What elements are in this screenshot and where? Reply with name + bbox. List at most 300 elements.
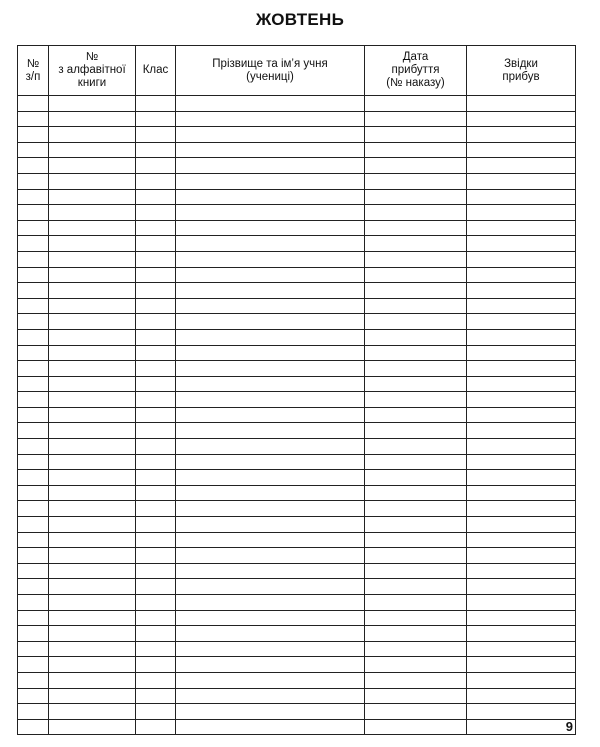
table-cell-col-alpha-book[interactable] — [49, 548, 136, 564]
table-cell-col-student-name[interactable] — [176, 548, 365, 564]
table-cell-col-arrival-date[interactable] — [365, 641, 467, 657]
table-cell-col-arrival-date[interactable] — [365, 423, 467, 439]
table-cell-col-arrival-date[interactable] — [365, 672, 467, 688]
table-cell-col-arrived-from[interactable] — [467, 672, 576, 688]
table-cell-col-number[interactable] — [18, 173, 49, 189]
table-cell-col-arrival-date[interactable] — [365, 220, 467, 236]
table-cell-col-class[interactable] — [136, 532, 176, 548]
table-cell-col-student-name[interactable] — [176, 314, 365, 330]
table-cell-col-student-name[interactable] — [176, 173, 365, 189]
table-cell-col-alpha-book[interactable] — [49, 283, 136, 299]
table-cell-col-arrived-from[interactable] — [467, 283, 576, 299]
header-arrived-from-line-1: Звідки — [504, 57, 538, 70]
table-row — [18, 501, 576, 517]
table-cell-col-arrival-date[interactable] — [365, 189, 467, 205]
table-cell-col-arrival-date[interactable] — [365, 251, 467, 267]
table-cell-col-arrived-from[interactable] — [467, 376, 576, 392]
table-cell-col-class[interactable] — [136, 111, 176, 127]
table-cell-col-arrived-from[interactable] — [467, 251, 576, 267]
table-cell-col-arrived-from[interactable] — [467, 236, 576, 252]
table-cell-col-class[interactable] — [136, 485, 176, 501]
table-cell-col-class[interactable] — [136, 127, 176, 143]
table-cell-col-arrival-date[interactable] — [365, 298, 467, 314]
table-cell-col-arrived-from[interactable] — [467, 267, 576, 283]
table-row — [18, 579, 576, 595]
table-row — [18, 439, 576, 455]
table-cell-col-arrived-from[interactable] — [467, 142, 576, 158]
table-cell-col-number[interactable] — [18, 283, 49, 299]
table-cell-col-arrived-from[interactable] — [467, 173, 576, 189]
table-cell-col-arrival-date[interactable] — [365, 579, 467, 595]
table-cell-col-number[interactable] — [18, 439, 49, 455]
table-cell-col-class[interactable] — [136, 205, 176, 221]
table-cell-col-alpha-book[interactable] — [49, 361, 136, 377]
table-cell-col-alpha-book[interactable] — [49, 672, 136, 688]
table-cell-col-arrival-date[interactable] — [365, 704, 467, 720]
table-cell-col-number[interactable] — [18, 719, 49, 735]
table-cell-col-alpha-book[interactable] — [49, 704, 136, 720]
table-cell-col-arrived-from[interactable] — [467, 407, 576, 423]
table-cell-col-arrived-from[interactable] — [467, 485, 576, 501]
table-cell-col-arrived-from[interactable] — [467, 96, 576, 112]
table-cell-col-arrival-date[interactable] — [365, 96, 467, 112]
table-cell-col-arrived-from[interactable] — [467, 610, 576, 626]
table-cell-col-number[interactable] — [18, 267, 49, 283]
table-row — [18, 407, 576, 423]
table-row — [18, 127, 576, 143]
header-student-name-line-2: (учениці) — [246, 70, 294, 83]
table-cell-col-class[interactable] — [136, 267, 176, 283]
table-cell-col-alpha-book[interactable] — [49, 173, 136, 189]
table-cell-col-alpha-book[interactable] — [49, 220, 136, 236]
table-cell-col-number[interactable] — [18, 688, 49, 704]
table-cell-col-student-name[interactable] — [176, 423, 365, 439]
table-cell-col-arrived-from[interactable] — [467, 329, 576, 345]
table-cell-col-arrived-from[interactable] — [467, 423, 576, 439]
table-cell-col-alpha-book[interactable] — [49, 719, 136, 735]
table-cell-col-number[interactable] — [18, 470, 49, 486]
header-alpha-book — [49, 46, 136, 96]
table-cell-col-arrival-date[interactable] — [365, 719, 467, 735]
header-alpha-book-line-1: № — [85, 51, 99, 63]
table-cell-col-alpha-book[interactable] — [49, 142, 136, 158]
table-row — [18, 142, 576, 158]
header-arrival-date-line-2: прибуття — [391, 64, 440, 76]
table-cell-col-arrival-date[interactable] — [365, 439, 467, 455]
table-cell-col-alpha-book[interactable] — [49, 454, 136, 470]
table-cell-col-number[interactable] — [18, 345, 49, 361]
table-cell-col-number[interactable] — [18, 563, 49, 579]
table-cell-col-arrival-date[interactable] — [365, 376, 467, 392]
table-cell-col-alpha-book[interactable] — [49, 532, 136, 548]
table-cell-col-number[interactable] — [18, 610, 49, 626]
table-cell-col-alpha-book[interactable] — [49, 267, 136, 283]
table-cell-col-alpha-book[interactable] — [49, 111, 136, 127]
table-cell-col-student-name[interactable] — [176, 158, 365, 174]
table-row — [18, 220, 576, 236]
table-cell-col-arrival-date[interactable] — [365, 470, 467, 486]
header-alpha-book-line-3: книги — [77, 77, 107, 89]
table-cell-col-number[interactable] — [18, 595, 49, 611]
table-cell-col-class[interactable] — [136, 501, 176, 517]
table-cell-col-arrival-date[interactable] — [365, 563, 467, 579]
table-cell-col-number[interactable] — [18, 298, 49, 314]
table-cell-col-arrival-date[interactable] — [365, 267, 467, 283]
table-cell-col-arrived-from[interactable] — [467, 111, 576, 127]
table-cell-col-student-name[interactable] — [176, 579, 365, 595]
table-cell-col-arrival-date[interactable] — [365, 626, 467, 642]
table-cell-col-student-name[interactable] — [176, 719, 365, 735]
header-number-line-2: з/п — [25, 70, 41, 83]
table-cell-col-student-name[interactable] — [176, 111, 365, 127]
table-cell-col-alpha-book[interactable] — [49, 517, 136, 533]
table-cell-col-number[interactable] — [18, 392, 49, 408]
table-body — [18, 96, 576, 735]
table-cell-col-class[interactable] — [136, 283, 176, 299]
table-cell-col-arrival-date[interactable] — [365, 205, 467, 221]
table-cell-col-alpha-book[interactable] — [49, 298, 136, 314]
table-cell-col-arrival-date[interactable] — [365, 158, 467, 174]
table-cell-col-class[interactable] — [136, 345, 176, 361]
table-cell-col-arrived-from[interactable] — [467, 345, 576, 361]
table-cell-col-class[interactable] — [136, 439, 176, 455]
table-cell-col-number[interactable] — [18, 189, 49, 205]
page-title: ЖОВТЕНЬ — [255, 10, 345, 29]
table-cell-col-class[interactable] — [136, 251, 176, 267]
table-cell-col-arrived-from[interactable] — [467, 704, 576, 720]
table-row — [18, 376, 576, 392]
table-cell-col-student-name[interactable] — [176, 626, 365, 642]
table-row — [18, 236, 576, 252]
table-cell-col-arrived-from[interactable] — [467, 361, 576, 377]
table-row — [18, 563, 576, 579]
table-cell-col-alpha-book[interactable] — [49, 470, 136, 486]
table-cell-col-alpha-book[interactable] — [49, 610, 136, 626]
table-cell-col-student-name[interactable] — [176, 407, 365, 423]
table-cell-col-class[interactable] — [136, 595, 176, 611]
table-cell-col-alpha-book[interactable] — [49, 345, 136, 361]
table-cell-col-number[interactable] — [18, 220, 49, 236]
table-cell-col-alpha-book[interactable] — [49, 688, 136, 704]
table-cell-col-alpha-book[interactable] — [49, 96, 136, 112]
table-cell-col-student-name[interactable] — [176, 439, 365, 455]
header-arrival-date — [365, 46, 467, 96]
table-cell-col-class[interactable] — [136, 641, 176, 657]
table-cell-col-student-name[interactable] — [176, 236, 365, 252]
table-cell-col-number[interactable] — [18, 454, 49, 470]
table-cell-col-class[interactable] — [136, 314, 176, 330]
table-row — [18, 626, 576, 642]
table-cell-col-student-name[interactable] — [176, 329, 365, 345]
table-cell-col-arrived-from[interactable] — [467, 719, 576, 735]
table-row — [18, 111, 576, 127]
table-cell-col-alpha-book[interactable] — [49, 376, 136, 392]
table-cell-col-class[interactable] — [136, 220, 176, 236]
table-cell-col-arrived-from[interactable] — [467, 641, 576, 657]
table-cell-col-student-name[interactable] — [176, 688, 365, 704]
table-cell-col-arrived-from[interactable] — [467, 563, 576, 579]
table-cell-col-arrival-date[interactable] — [365, 595, 467, 611]
table-row — [18, 719, 576, 735]
table-cell-col-number[interactable] — [18, 314, 49, 330]
table-cell-col-arrival-date[interactable] — [365, 548, 467, 564]
table-cell-col-student-name[interactable] — [176, 672, 365, 688]
table-row — [18, 173, 576, 189]
table-cell-col-arrived-from[interactable] — [467, 595, 576, 611]
table-cell-col-arrived-from[interactable] — [467, 501, 576, 517]
table-cell-col-arrival-date[interactable] — [365, 454, 467, 470]
table-cell-col-arrived-from[interactable] — [467, 548, 576, 564]
table-cell-col-number[interactable] — [18, 485, 49, 501]
table-cell-col-number[interactable] — [18, 672, 49, 688]
table-cell-col-alpha-book[interactable] — [49, 579, 136, 595]
table-cell-col-student-name[interactable] — [176, 485, 365, 501]
table-cell-col-arrived-from[interactable] — [467, 314, 576, 330]
table-cell-col-arrival-date[interactable] — [365, 127, 467, 143]
table-cell-col-student-name[interactable] — [176, 345, 365, 361]
table-cell-col-class[interactable] — [136, 361, 176, 377]
table-cell-col-arrival-date[interactable] — [365, 532, 467, 548]
table-cell-col-arrival-date[interactable] — [365, 173, 467, 189]
table-cell-col-number[interactable] — [18, 657, 49, 673]
table-row — [18, 548, 576, 564]
table-cell-col-arrival-date[interactable] — [365, 657, 467, 673]
table-row — [18, 423, 576, 439]
table-cell-col-class[interactable] — [136, 672, 176, 688]
table-cell-col-class[interactable] — [136, 470, 176, 486]
table-cell-col-class[interactable] — [136, 688, 176, 704]
table-row — [18, 298, 576, 314]
table-cell-col-arrived-from[interactable] — [467, 626, 576, 642]
table-cell-col-alpha-book[interactable] — [49, 439, 136, 455]
table-cell-col-arrived-from[interactable] — [467, 189, 576, 205]
table-cell-col-alpha-book[interactable] — [49, 189, 136, 205]
table-cell-col-number[interactable] — [18, 158, 49, 174]
table-cell-col-class[interactable] — [136, 329, 176, 345]
table-row — [18, 657, 576, 673]
table-cell-col-alpha-book[interactable] — [49, 127, 136, 143]
table-cell-col-class[interactable] — [136, 548, 176, 564]
table-cell-col-arrived-from[interactable] — [467, 579, 576, 595]
table-cell-col-arrival-date[interactable] — [365, 345, 467, 361]
table-row — [18, 314, 576, 330]
table-cell-col-arrival-date[interactable] — [365, 688, 467, 704]
table-cell-col-number[interactable] — [18, 407, 49, 423]
table-cell-col-arrival-date[interactable] — [365, 407, 467, 423]
table-cell-col-arrival-date[interactable] — [365, 236, 467, 252]
table-cell-col-arrived-from[interactable] — [467, 298, 576, 314]
table-cell-col-class[interactable] — [136, 189, 176, 205]
table-cell-col-class[interactable] — [136, 158, 176, 174]
table-cell-col-number[interactable] — [18, 329, 49, 345]
table-cell-col-arrived-from[interactable] — [467, 532, 576, 548]
table-cell-col-student-name[interactable] — [176, 470, 365, 486]
table-cell-col-alpha-book[interactable] — [49, 205, 136, 221]
header-arrival-date-line-1: Дата — [402, 51, 429, 63]
table-cell-col-student-name[interactable] — [176, 189, 365, 205]
table-cell-col-number[interactable] — [18, 548, 49, 564]
table-row — [18, 641, 576, 657]
page-number: 9 — [565, 719, 573, 734]
table-cell-col-arrived-from[interactable] — [467, 439, 576, 455]
table-cell-col-student-name[interactable] — [176, 704, 365, 720]
table-cell-col-number[interactable] — [18, 111, 49, 127]
table-cell-col-student-name[interactable] — [176, 127, 365, 143]
table-cell-col-number[interactable] — [18, 376, 49, 392]
header-number — [18, 46, 49, 96]
table-cell-col-number[interactable] — [18, 205, 49, 221]
table-cell-col-number[interactable] — [18, 501, 49, 517]
table-header-row — [18, 46, 576, 96]
table-cell-col-student-name[interactable] — [176, 267, 365, 283]
table-cell-col-class[interactable] — [136, 96, 176, 112]
table-cell-col-arrived-from[interactable] — [467, 454, 576, 470]
table-cell-col-arrival-date[interactable] — [365, 610, 467, 626]
table-cell-col-class[interactable] — [136, 142, 176, 158]
table-row — [18, 205, 576, 221]
table-cell-col-class[interactable] — [136, 173, 176, 189]
table-cell-col-arrived-from[interactable] — [467, 657, 576, 673]
table-cell-col-arrival-date[interactable] — [365, 329, 467, 345]
table-cell-col-class[interactable] — [136, 236, 176, 252]
table-cell-col-arrived-from[interactable] — [467, 517, 576, 533]
table-cell-col-alpha-book[interactable] — [49, 329, 136, 345]
table-cell-col-class[interactable] — [136, 454, 176, 470]
table-cell-col-arrived-from[interactable] — [467, 392, 576, 408]
table-cell-col-arrived-from[interactable] — [467, 470, 576, 486]
table-cell-col-student-name[interactable] — [176, 454, 365, 470]
table-cell-col-student-name[interactable] — [176, 220, 365, 236]
table-cell-col-alpha-book[interactable] — [49, 407, 136, 423]
table-cell-col-alpha-book[interactable] — [49, 626, 136, 642]
table-row — [18, 485, 576, 501]
table-cell-col-class[interactable] — [136, 719, 176, 735]
table-cell-col-number[interactable] — [18, 423, 49, 439]
table-cell-col-number[interactable] — [18, 579, 49, 595]
table-cell-col-arrival-date[interactable] — [365, 361, 467, 377]
table-row — [18, 251, 576, 267]
table-cell-col-alpha-book[interactable] — [49, 641, 136, 657]
table-cell-col-alpha-book[interactable] — [49, 423, 136, 439]
table-cell-col-student-name[interactable] — [176, 205, 365, 221]
table-cell-col-arrived-from[interactable] — [467, 205, 576, 221]
table-cell-col-alpha-book[interactable] — [49, 236, 136, 252]
table-cell-col-class[interactable] — [136, 298, 176, 314]
table-cell-col-student-name[interactable] — [176, 142, 365, 158]
table-cell-col-alpha-book[interactable] — [49, 158, 136, 174]
table-row — [18, 470, 576, 486]
table-row — [18, 454, 576, 470]
table-cell-col-arrival-date[interactable] — [365, 314, 467, 330]
table-row — [18, 96, 576, 112]
table-cell-col-class[interactable] — [136, 392, 176, 408]
table-cell-col-number[interactable] — [18, 517, 49, 533]
table-cell-col-number[interactable] — [18, 361, 49, 377]
table-cell-col-number[interactable] — [18, 532, 49, 548]
table-cell-col-number[interactable] — [18, 142, 49, 158]
table-cell-col-arrival-date[interactable] — [365, 142, 467, 158]
table-cell-col-student-name[interactable] — [176, 517, 365, 533]
table-cell-col-class[interactable] — [136, 376, 176, 392]
table-row — [18, 283, 576, 299]
table-row — [18, 189, 576, 205]
table-cell-col-student-name[interactable] — [176, 563, 365, 579]
table-cell-col-arrived-from[interactable] — [467, 158, 576, 174]
table-cell-col-student-name[interactable] — [176, 610, 365, 626]
table-row — [18, 688, 576, 704]
table-cell-col-student-name[interactable] — [176, 376, 365, 392]
table-row — [18, 610, 576, 626]
header-alpha-book-line-2: з алфавітної — [58, 64, 126, 76]
table-cell-col-class[interactable] — [136, 704, 176, 720]
table-cell-col-student-name[interactable] — [176, 641, 365, 657]
table-cell-col-class[interactable] — [136, 423, 176, 439]
table-cell-col-arrived-from[interactable] — [467, 127, 576, 143]
table-cell-col-student-name[interactable] — [176, 298, 365, 314]
table-cell-col-student-name[interactable] — [176, 96, 365, 112]
table-cell-col-number[interactable] — [18, 641, 49, 657]
table-cell-col-class[interactable] — [136, 610, 176, 626]
table-row — [18, 361, 576, 377]
table-cell-col-arrival-date[interactable] — [365, 111, 467, 127]
table-cell-col-student-name[interactable] — [176, 657, 365, 673]
table-cell-col-number[interactable] — [18, 96, 49, 112]
table-cell-col-student-name[interactable] — [176, 361, 365, 377]
header-student-name-line-1: Прізвище та ім’я учня — [212, 57, 328, 70]
table-cell-col-arrival-date[interactable] — [365, 517, 467, 533]
table-cell-col-arrived-from[interactable] — [467, 220, 576, 236]
table-cell-col-student-name[interactable] — [176, 392, 365, 408]
table-cell-col-alpha-book[interactable] — [49, 657, 136, 673]
table-cell-col-class[interactable] — [136, 563, 176, 579]
table-cell-col-alpha-book[interactable] — [49, 392, 136, 408]
table-cell-col-class[interactable] — [136, 579, 176, 595]
table-cell-col-number[interactable] — [18, 127, 49, 143]
table-row — [18, 345, 576, 361]
table-cell-col-alpha-book[interactable] — [49, 563, 136, 579]
table-cell-col-class[interactable] — [136, 626, 176, 642]
table-cell-col-student-name[interactable] — [176, 283, 365, 299]
table-row — [18, 672, 576, 688]
header-class — [136, 46, 176, 96]
table-cell-col-arrival-date[interactable] — [365, 501, 467, 517]
table-cell-col-alpha-book[interactable] — [49, 251, 136, 267]
table-cell-col-number[interactable] — [18, 251, 49, 267]
table-cell-col-student-name[interactable] — [176, 595, 365, 611]
table-cell-col-student-name[interactable] — [176, 251, 365, 267]
table-cell-col-alpha-book[interactable] — [49, 314, 136, 330]
table-cell-col-class[interactable] — [136, 407, 176, 423]
arrival-register-table — [17, 45, 576, 735]
table-row — [18, 595, 576, 611]
table-cell-col-alpha-book[interactable] — [49, 485, 136, 501]
table-cell-col-number[interactable] — [18, 236, 49, 252]
table-cell-col-student-name[interactable] — [176, 501, 365, 517]
table-cell-col-arrival-date[interactable] — [365, 485, 467, 501]
table-cell-col-class[interactable] — [136, 657, 176, 673]
table-cell-col-arrival-date[interactable] — [365, 283, 467, 299]
table-cell-col-number[interactable] — [18, 626, 49, 642]
table-row — [18, 517, 576, 533]
table-cell-col-alpha-book[interactable] — [49, 501, 136, 517]
table-cell-col-number[interactable] — [18, 704, 49, 720]
table-cell-col-arrival-date[interactable] — [365, 392, 467, 408]
table-cell-col-class[interactable] — [136, 517, 176, 533]
table-cell-col-arrived-from[interactable] — [467, 688, 576, 704]
table-cell-col-alpha-book[interactable] — [49, 595, 136, 611]
table-cell-col-student-name[interactable] — [176, 532, 365, 548]
header-arrived-from — [467, 46, 576, 96]
